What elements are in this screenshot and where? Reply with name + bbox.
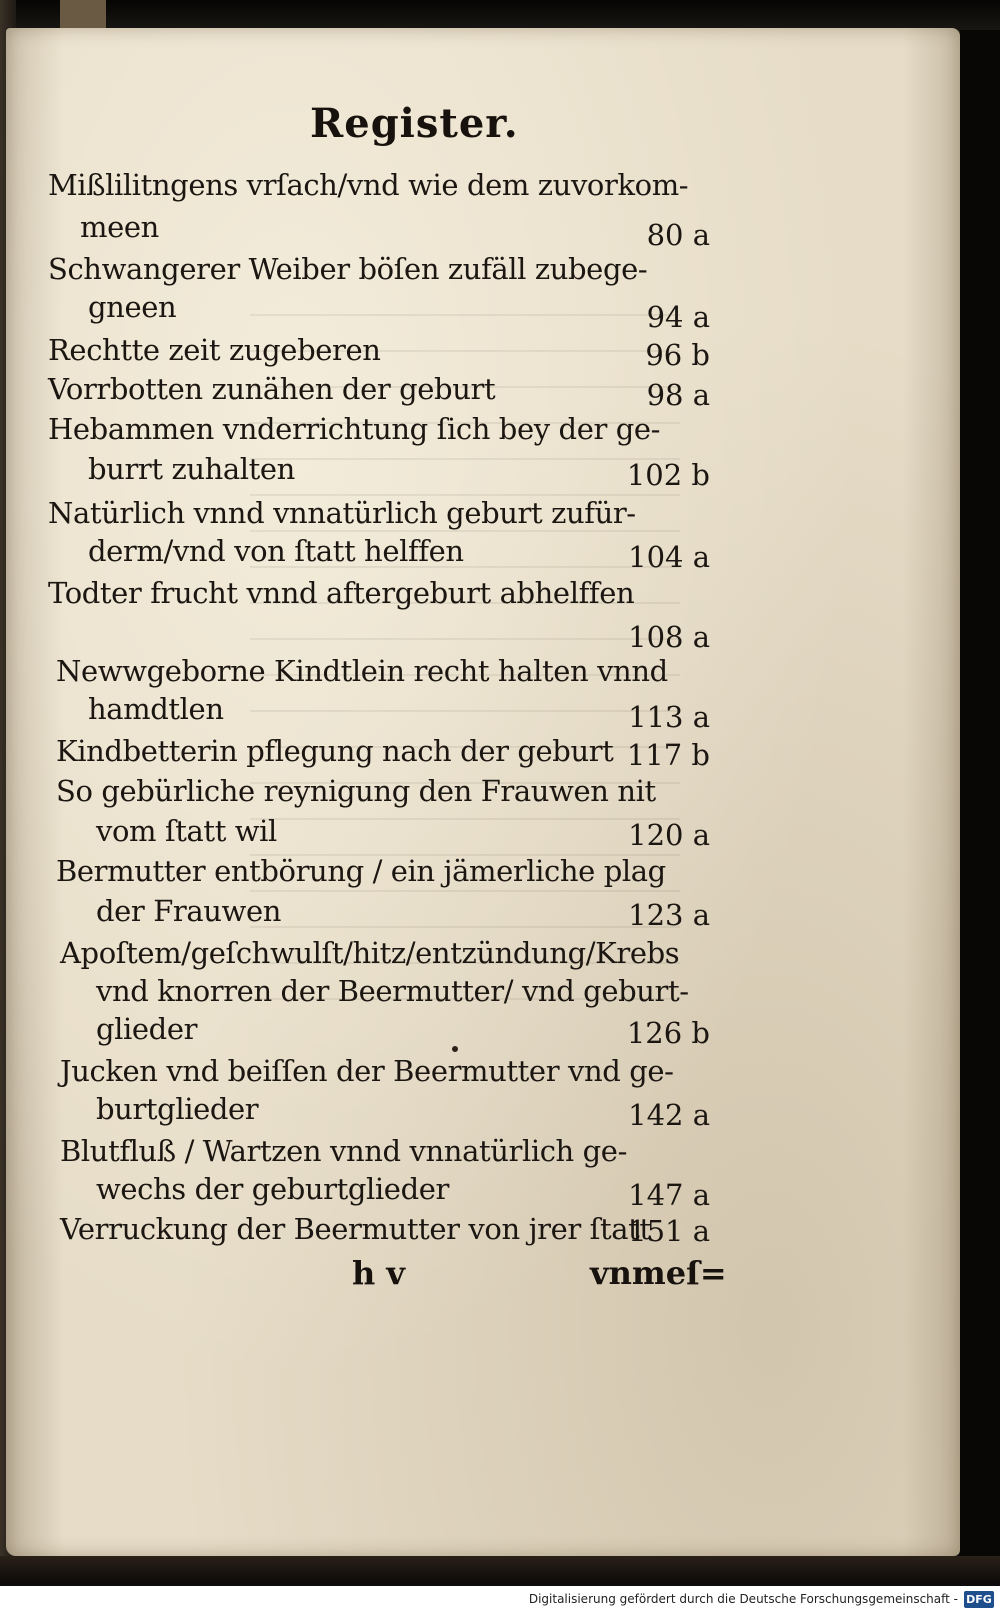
- folio-reference: 151 a: [628, 1214, 710, 1248]
- register-entry-line: Hebammen vnderrichtung ſich bey der ge-: [48, 412, 661, 446]
- register-entry-continuation: derm/vnd von ſtatt helffen: [88, 534, 464, 568]
- register-entry-line: Natürlich vnnd vnnatürlich geburt zufür-: [48, 496, 636, 530]
- register-entry-line: Blutfluß / Wartzen vnnd vnnatürlich ge-: [60, 1134, 627, 1168]
- register-entry-line: Newwgeborne Kindtlein recht halten vnnd: [56, 654, 668, 688]
- register-entry-continuation: vnd knorren der Beermutter/ vnd geburt-: [96, 974, 689, 1008]
- digitization-footer: [0, 1586, 1000, 1614]
- register-entry-line: Kindbetterin pflegung nach der geburt: [56, 734, 614, 768]
- folio-reference: 126 b: [626, 1016, 710, 1050]
- folio-reference: 108 a: [628, 620, 710, 654]
- register-entry-continuation: burtglieder: [96, 1092, 259, 1126]
- folio-reference: 117 b: [626, 738, 710, 772]
- scan-bottom-edge: [0, 1556, 1000, 1584]
- register-entry-line: Schwangerer Weiber böſen zufäll zubege-: [48, 252, 648, 286]
- running-head: Register.: [310, 100, 519, 147]
- folio-reference: 80 a: [646, 218, 710, 252]
- scan-right-edge: [960, 30, 1000, 1560]
- register-entry-line: Rechtte zeit zugeberen: [48, 333, 381, 367]
- funding-credit: Digitalisierung gefördert durch die Deutsche Forschungsgemeinschaft -: [528, 1592, 958, 1606]
- ink-dot: [452, 1046, 458, 1052]
- register-entry-continuation: vom ſtatt wil: [96, 814, 277, 848]
- register-entry-continuation: wechs der geburtglieder: [96, 1172, 449, 1206]
- folio-reference: 120 a: [628, 818, 710, 852]
- catchword: vnmeſ=: [590, 1254, 727, 1292]
- register-entry-line: Bermutter entbörung / ein jämerliche plag: [56, 854, 666, 888]
- folio-reference: 104 a: [628, 540, 710, 574]
- register-entry-line: Mißlilitngens vrſach/vnd wie dem zuvorkom-: [48, 168, 689, 202]
- register-entry-continuation: meen: [80, 210, 159, 244]
- folio-reference: 94 a: [646, 300, 710, 334]
- register-entry-continuation: der Frauwen: [96, 894, 282, 928]
- signature-mark: h v: [352, 1254, 405, 1292]
- folio-reference: 102 b: [626, 458, 710, 492]
- register-entry-continuation: gneen: [88, 290, 177, 324]
- register-entry-line: Apoſtem/geſchwulſt/hitz/entzündung/Krebs: [60, 936, 680, 970]
- folio-reference: 96 b: [645, 338, 710, 372]
- register-entry-continuation: burrt zuhalten: [88, 452, 295, 486]
- folio-reference: 123 a: [628, 898, 710, 932]
- register-entry-continuation: glieder: [96, 1012, 198, 1046]
- register-entry-line: Verruckung der Beermutter von jrer ſtatt: [60, 1212, 651, 1246]
- register-entry-line: So gebürliche reynigung den Frauwen nit: [56, 774, 656, 808]
- folio-reference: 147 a: [628, 1178, 710, 1212]
- register-entry-line: Vorrbotten zunähen der geburt: [48, 372, 496, 406]
- dfg-logo-icon: DFG: [964, 1591, 994, 1608]
- folio-reference: 98 a: [646, 378, 710, 412]
- register-entry-line: Todter frucht vnnd aftergeburt abhelffen: [48, 576, 635, 610]
- folio-reference: 113 a: [628, 700, 710, 734]
- folio-reference: 142 a: [628, 1098, 710, 1132]
- register-entry-continuation: hamdtlen: [88, 692, 224, 726]
- register-entry-line: Jucken vnd beiſſen der Beermutter vnd ge-: [60, 1054, 674, 1088]
